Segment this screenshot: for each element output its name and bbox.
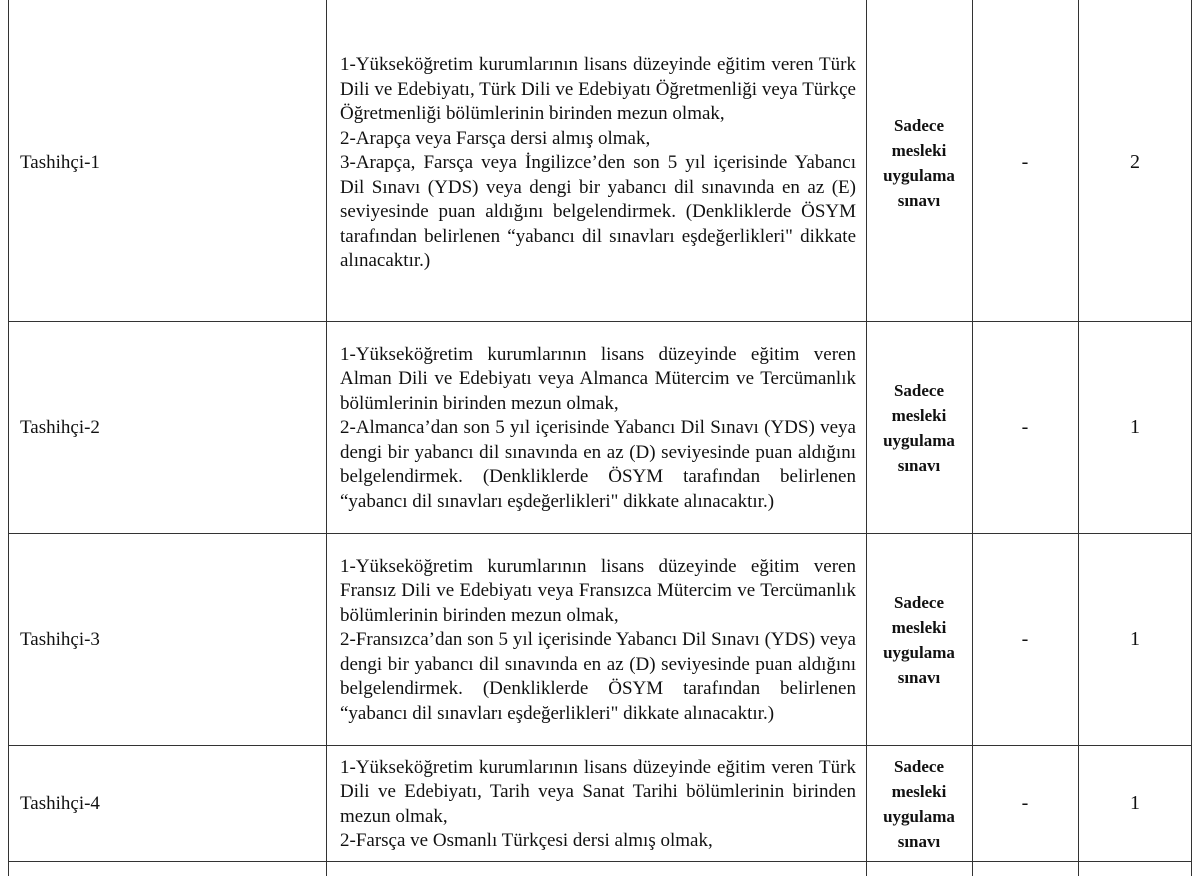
position-count: 1 xyxy=(1130,416,1140,438)
requirement-text: 3-Arapça, Farsça veya İngilizce’den son 5 yıl içerisinde Yabancı Dil Sınavı (YDS) veya dengi bir yabancı dil sınavında en az (E) seviyesinde puan aldığını belgelendirmek. (Denkliklerde ÖSYM tarafından belirlenen “yabancı dil sınavları eşdeğerlikleri" dikkate alınacaktır.) xyxy=(340,152,856,272)
exam-type: Sadece mesleki uygulama sınavı xyxy=(883,380,955,475)
requirement-text: 1-Yükseköğretim kurumlarının lisans düzeyinde eğitim veren Fransız Dili ve Edebiyatı veya Fransızca Mütercim ve Tercümanlık bölümlerinin birinden mezun olmak, xyxy=(340,555,856,626)
exam-type: Sadece mesleki uygulama sınavı xyxy=(883,115,955,210)
position-title: Tashihçi-4 xyxy=(20,792,100,814)
position-title: Tashihçi-1 xyxy=(20,151,100,173)
requirement-text: 1-Yükseköğretim kurumlarının lisans düzeyinde eğitim veren Türk Dili ve Edebiyatı, Tarih veya Sanat Tarihi bölümlerinin birinden mezun olmak, xyxy=(340,756,856,827)
requirement-text: 2-Fransızca’dan son 5 yıl içerisinde Yabancı Dil Sınavı (YDS) veya dengi bir yabancı dil sınavında en az (D) seviyesinde puan aldığını belgelendirmek. (Denkliklerde ÖSYM tarafından belirlenen “yabancı dil sınavları eşdeğerlikleri" dikkate alınacaktır.) xyxy=(340,629,856,724)
requirements-cell xyxy=(326,534,866,745)
other-value: - xyxy=(1021,151,1029,173)
position-count: 1 xyxy=(1130,628,1140,650)
position-title: Tashihçi-3 xyxy=(20,628,100,650)
other-value: - xyxy=(1021,628,1029,650)
requirements-cell xyxy=(326,322,866,533)
other-value: - xyxy=(1021,792,1029,814)
other-value: - xyxy=(1021,416,1029,438)
position-count: 2 xyxy=(1130,151,1140,173)
position-count: 1 xyxy=(1130,792,1140,814)
table-row xyxy=(8,534,1192,746)
position-title: Tashihçi-2 xyxy=(20,416,100,438)
requirement-text: 1-Yükseköğretim kurumlarının lisans düzeyinde eğitim veren Türk Dili ve Edebiyatı, Türk Dili ve Edebiyatı Öğretmenliği veya Türkçe Öğretmenliği bölümlerinin birinden mezun olmak, xyxy=(340,54,856,125)
requirements-cell xyxy=(326,4,866,321)
table-row xyxy=(8,746,1192,862)
requirements-cell xyxy=(326,746,866,861)
requirement-text: 2-Farsça ve Osmanlı Türkçesi dersi almış olmak, xyxy=(340,830,713,851)
table-row xyxy=(8,322,1192,534)
requirement-text: 2-Almanca’dan son 5 yıl içerisinde Yabancı Dil Sınavı (YDS) veya dengi bir yabancı dil sınavında en az (D) seviyesinde puan aldığını belgelendirmek. (Denkliklerde ÖSYM tarafından belirlenen “yabancı dil sınavları eşdeğerlikleri" dikkate alınacaktır.) xyxy=(340,417,856,512)
exam-type: Sadece mesleki uygulama sınavı xyxy=(883,592,955,687)
requirement-text: 1-Yükseköğretim kurumlarının lisans düzeyinde eğitim veren Alman Dili ve Edebiyatı veya Almanca Mütercim ve Tercümanlık bölümlerinin birinden mezun olmak, xyxy=(340,343,856,414)
requirement-text: 2-Arapça veya Farsça dersi almış olmak, xyxy=(340,127,651,149)
exam-type: Sadece mesleki uygulama sınavı xyxy=(883,756,955,851)
table-row xyxy=(8,4,1192,322)
table-border-bottom xyxy=(8,861,1192,862)
